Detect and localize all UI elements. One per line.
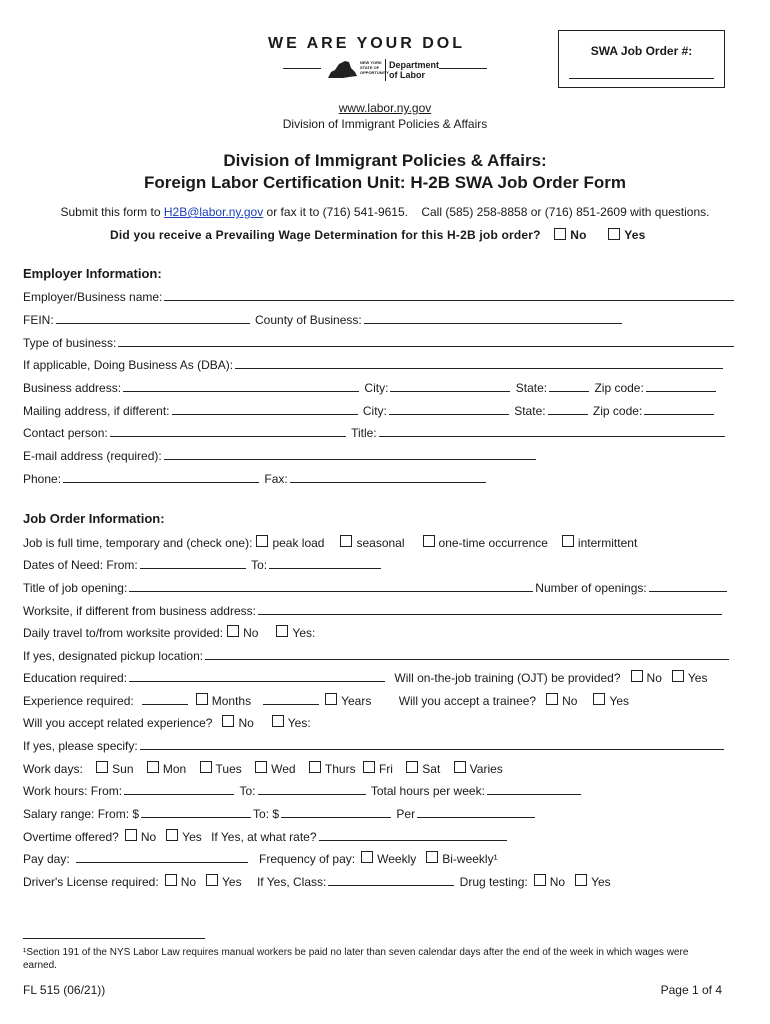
mailing-address-row — [23, 403, 746, 419]
fein-label: FEIN: — [23, 313, 54, 327]
related-yes-checkbox[interactable] — [272, 715, 284, 727]
workdays-label: Work days: — [23, 762, 83, 776]
drug-yes-label: Yes — [591, 875, 611, 889]
worksite-label: Worksite, if different from business address: — [23, 604, 256, 618]
daily-travel-yes-label: Yes: — [292, 626, 316, 640]
mailing-address-label: Mailing address, if different: — [23, 404, 170, 418]
per-field[interactable] — [417, 806, 535, 818]
payday-label: Pay day: — [23, 852, 70, 866]
salary-to-label: To: $ — [253, 807, 280, 821]
business-zip-field[interactable] — [646, 380, 716, 392]
overtime-yes-checkbox[interactable] — [166, 829, 178, 841]
contact-label: Contact person: — [23, 426, 108, 440]
overtime-label: Overtime offered? — [23, 830, 119, 844]
type-row — [23, 335, 746, 351]
workdays-row — [23, 761, 746, 777]
salary-to-field[interactable] — [281, 806, 391, 818]
job-heading: Job Order Information: — [23, 511, 165, 526]
license-row — [23, 874, 746, 890]
swa-job-order-label: SWA Job Order #: — [590, 44, 693, 58]
email-row — [23, 448, 746, 464]
phone-label: Phone: — [23, 472, 62, 486]
license-no-checkbox[interactable] — [165, 874, 177, 886]
license-yes-checkbox[interactable] — [206, 874, 218, 886]
drug-yes-checkbox[interactable] — [575, 874, 587, 886]
experience-label: Experience required: — [23, 694, 134, 708]
call-text: Call (585) 258-8858 or (716) 851-2609 with questions. — [421, 205, 710, 219]
header-url[interactable]: www.labor.ny.gov — [338, 101, 432, 115]
form-id: FL 515 (06/21)) — [23, 983, 106, 997]
worksite-row — [23, 603, 746, 619]
job-title-label: Title of job opening: — [23, 581, 128, 595]
submit-prefix: Submit this form to — [60, 205, 164, 219]
dates-from-label: Dates of Need: From: — [23, 558, 138, 572]
peak-load-label: peak load — [272, 536, 325, 550]
total-hours-field[interactable] — [487, 783, 581, 795]
daily-travel-yes-checkbox[interactable] — [276, 625, 288, 637]
job-title-row — [23, 580, 746, 596]
day-wed-checkbox[interactable] — [255, 761, 267, 773]
pickup-row — [23, 648, 746, 664]
overtime-no-checkbox[interactable] — [125, 829, 137, 841]
work-hours-row — [23, 783, 746, 799]
payday-row — [23, 851, 746, 867]
drug-label: Drug testing: — [459, 875, 528, 889]
submit-instructions — [0, 205, 770, 219]
employment-type-row — [23, 535, 746, 551]
per-label: Per — [396, 807, 416, 821]
email-field[interactable] — [164, 448, 536, 460]
county-field[interactable] — [364, 312, 622, 324]
seasonal-label: seasonal — [356, 536, 405, 550]
page-number: Page 1 of 4 — [660, 983, 722, 997]
dates-to-label: To: — [251, 558, 268, 572]
fax-label: Fax: — [264, 472, 288, 486]
employment-type-label: Job is full time, temporary and (check one): — [23, 536, 253, 550]
footnote-text: ¹Section 191 of the NYS Labor Law requires manual workers be paid no later than seven calendar days after the end of the week in which wages were earned. — [23, 947, 689, 971]
trainee-yes-label: Yes — [609, 694, 630, 708]
overtime-row — [23, 829, 746, 845]
one-time-checkbox[interactable] — [423, 535, 435, 547]
salary-row — [23, 806, 746, 822]
ojt-yes-label: Yes — [687, 671, 708, 685]
day-sun-label: Sun — [112, 762, 134, 776]
swa-job-order-box — [558, 30, 725, 88]
peak-load-checkbox[interactable] — [256, 535, 268, 547]
class-label: If Yes, Class: — [256, 875, 327, 889]
overtime-yes-label: Yes — [182, 830, 202, 844]
pwd-no-checkbox[interactable] — [554, 228, 566, 240]
ot-rate-field[interactable] — [319, 829, 507, 841]
years-label: Years — [341, 694, 372, 708]
contact-field[interactable] — [110, 425, 346, 437]
drug-no-checkbox[interactable] — [534, 874, 546, 886]
dba-label: If applicable, Doing Business As (DBA): — [23, 358, 234, 372]
swa-job-order-field[interactable] — [569, 78, 714, 79]
pwd-question: Did you receive a Prevailing Wage Determination for this H-2B job order? — [110, 228, 541, 242]
mailing-zip-label: Zip code: — [592, 404, 643, 418]
experience-years-field[interactable] — [263, 693, 319, 705]
months-label: Months — [211, 694, 252, 708]
ojt-yes-checkbox[interactable] — [672, 670, 684, 682]
county-label: County of Business: — [255, 313, 362, 327]
hours-to-label: To: — [239, 784, 256, 798]
fein-row — [23, 312, 746, 328]
day-mon-checkbox[interactable] — [147, 761, 159, 773]
license-label: Driver's License required: — [23, 875, 159, 889]
trainee-no-label: No — [562, 694, 578, 708]
daily-travel-no-checkbox[interactable] — [227, 625, 239, 637]
trainee-no-checkbox[interactable] — [546, 693, 558, 705]
logo-right-rule — [439, 68, 487, 69]
related-exp-row — [23, 715, 746, 731]
day-sat-checkbox[interactable] — [406, 761, 418, 773]
specify-row — [23, 738, 746, 754]
day-tues-label: Tues — [215, 762, 242, 776]
day-fri-label: Fri — [378, 762, 393, 776]
submit-email-link[interactable]: H2B@labor.ny.gov — [163, 205, 264, 219]
business-address-row — [23, 380, 746, 396]
day-thurs-label: Thurs — [324, 762, 356, 776]
mailing-zip-field[interactable] — [644, 403, 714, 415]
form-title-line1: Division of Immigrant Policies & Affairs: — [223, 151, 547, 170]
frequency-label: Frequency of pay: — [259, 852, 356, 866]
contact-title-field[interactable] — [379, 425, 725, 437]
years-checkbox[interactable] — [325, 693, 337, 705]
dates-to-field[interactable] — [269, 557, 381, 569]
day-varies-label: Varies — [469, 762, 503, 776]
pwd-yes-label: Yes — [624, 228, 646, 242]
biweekly-label: Bi-weekly¹ — [442, 852, 498, 866]
license-yes-label: Yes — [222, 875, 242, 889]
specify-field[interactable] — [140, 738, 724, 750]
business-address-field[interactable] — [123, 380, 359, 392]
specify-label: If yes, please specify: — [23, 739, 138, 753]
day-sat-label: Sat — [422, 762, 441, 776]
day-sun-checkbox[interactable] — [96, 761, 108, 773]
submit-suffix: or fax it to (716) 541-9615. — [263, 205, 408, 219]
dates-row — [23, 557, 746, 573]
pwd-yes-checkbox[interactable] — [608, 228, 620, 240]
business-name-field[interactable] — [164, 289, 734, 301]
employer-heading: Employer Information: — [23, 266, 162, 281]
daily-travel-row — [23, 625, 746, 641]
drug-no-label: No — [549, 875, 566, 889]
pickup-field[interactable] — [205, 648, 729, 660]
header-slogan: WE ARE YOUR DOL — [268, 35, 466, 52]
business-name-row — [23, 289, 746, 305]
education-field[interactable] — [129, 670, 385, 682]
ny-state-icon — [325, 58, 359, 80]
dba-row — [23, 357, 746, 373]
logo-dept-text: Department of Labor — [389, 60, 440, 80]
business-zip-label: Zip code: — [594, 381, 644, 395]
ojt-label: Will on-the-job training (OJT) be provided? — [394, 671, 621, 685]
job-title-field[interactable] — [129, 580, 533, 592]
dba-field[interactable] — [235, 357, 723, 369]
business-city-label: City: — [364, 381, 389, 395]
related-yes-label: Yes: — [287, 716, 311, 730]
business-state-label: State: — [515, 381, 548, 395]
logo-ny-text: NEW YORK STATE OF OPPORTUNITY — [360, 60, 389, 75]
salary-from-label: Salary range: From: $ — [23, 807, 140, 821]
experience-months-field[interactable] — [142, 693, 188, 705]
license-no-label: No — [180, 875, 197, 889]
seasonal-checkbox[interactable] — [340, 535, 352, 547]
fax-field[interactable] — [290, 471, 486, 483]
salary-from-field[interactable] — [141, 806, 251, 818]
contact-row — [23, 425, 746, 441]
biweekly-checkbox[interactable] — [426, 851, 438, 863]
payday-field[interactable] — [76, 851, 248, 863]
business-name-label: Employer/Business name: — [23, 290, 163, 304]
openings-field[interactable] — [649, 580, 727, 592]
class-field[interactable] — [328, 874, 454, 886]
intermittent-label: intermittent — [577, 536, 638, 550]
ojt-no-label: No — [646, 671, 662, 685]
business-state-field[interactable] — [549, 380, 589, 392]
contact-title-label: Title: — [351, 426, 377, 440]
logo-divider — [385, 59, 386, 81]
related-no-label: No — [238, 716, 254, 730]
weekly-label: Weekly — [377, 852, 417, 866]
experience-row — [23, 693, 746, 709]
hours-from-field[interactable] — [124, 783, 234, 795]
mailing-state-field[interactable] — [548, 403, 588, 415]
business-city-field[interactable] — [390, 380, 510, 392]
hours-from-label: Work hours: From: — [23, 784, 123, 798]
months-checkbox[interactable] — [196, 693, 208, 705]
dol-logo — [283, 58, 493, 84]
hours-to-field[interactable] — [258, 783, 366, 795]
type-field[interactable] — [118, 335, 734, 347]
mailing-city-label: City: — [362, 404, 387, 418]
day-tues-checkbox[interactable] — [200, 761, 212, 773]
form-title-line2: Foreign Labor Certification Unit: H-2B SWA Job Order Form — [143, 173, 626, 192]
daily-travel-label: Daily travel to/from worksite provided: — [23, 626, 224, 640]
phone-row — [23, 471, 746, 487]
related-no-checkbox[interactable] — [222, 715, 234, 727]
header-division: Division of Immigrant Policies & Affairs — [282, 117, 488, 131]
day-fri-checkbox[interactable] — [363, 761, 375, 773]
one-time-label: one-time occurrence — [438, 536, 548, 550]
trainee-yes-checkbox[interactable] — [593, 693, 605, 705]
pickup-label: If yes, designated pickup location: — [23, 649, 204, 663]
footnote-rule — [23, 938, 205, 939]
openings-label: Number of openings: — [535, 581, 647, 595]
day-varies-checkbox[interactable] — [454, 761, 466, 773]
logo-left-rule — [283, 68, 321, 69]
mailing-city-field[interactable] — [389, 403, 509, 415]
mailing-address-field[interactable] — [172, 403, 358, 415]
ojt-no-checkbox[interactable] — [631, 670, 643, 682]
dates-from-field[interactable] — [140, 557, 246, 569]
ot-rate-label: If Yes, at what rate? — [211, 830, 317, 844]
worksite-field[interactable] — [258, 603, 722, 615]
pwd-no-label: No — [570, 228, 587, 242]
total-hours-label: Total hours per week: — [370, 784, 485, 798]
related-exp-label: Will you accept related experience? — [23, 716, 213, 730]
overtime-no-label: No — [140, 830, 157, 844]
education-label: Education required: — [23, 671, 128, 685]
phone-field[interactable] — [63, 471, 259, 483]
type-label: Type of business: — [23, 336, 117, 350]
fein-field[interactable] — [56, 312, 250, 324]
business-address-label: Business address: — [23, 381, 122, 395]
mailing-state-label: State: — [514, 404, 546, 418]
day-wed-label: Wed — [271, 762, 296, 776]
daily-travel-no-label: No — [243, 626, 259, 640]
day-mon-label: Mon — [162, 762, 187, 776]
weekly-checkbox[interactable] — [361, 851, 373, 863]
pwd-question-row — [110, 228, 646, 242]
trainee-label: Will you accept a trainee? — [398, 694, 537, 708]
education-row — [23, 670, 746, 686]
email-label: E-mail address (required): — [23, 449, 162, 463]
intermittent-checkbox[interactable] — [562, 535, 574, 547]
day-thurs-checkbox[interactable] — [309, 761, 321, 773]
